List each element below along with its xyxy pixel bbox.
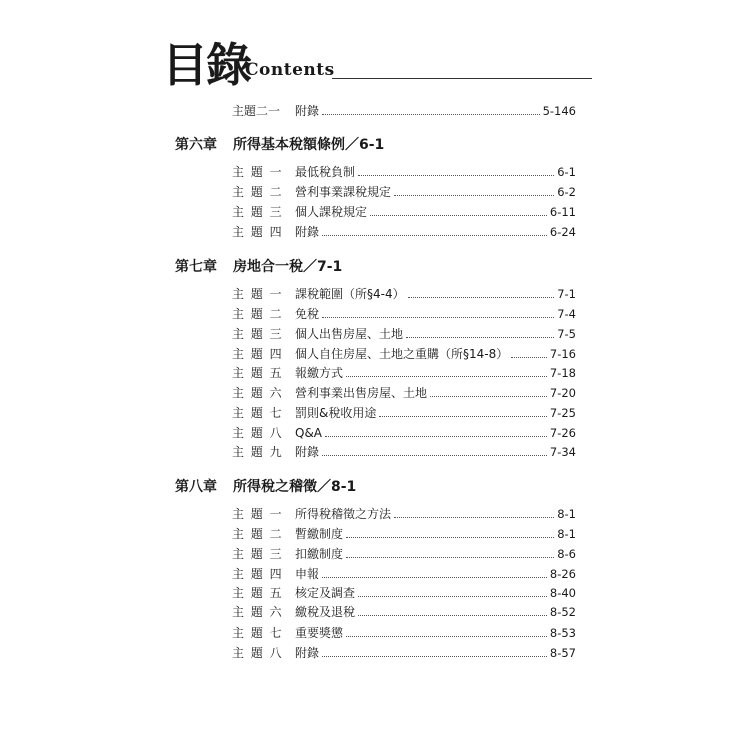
entry-topic-label: 主 題 三 (232, 547, 284, 561)
header-rule (332, 78, 592, 79)
toc-entry[interactable] (232, 584, 576, 602)
entry-page-number: 8-1 (557, 507, 576, 521)
dot-leader (322, 655, 547, 657)
toc-title: 目錄 (162, 38, 250, 92)
toc-entry[interactable] (232, 163, 576, 181)
dot-leader (322, 113, 540, 115)
entry-topic-label: 主 題 一 (232, 165, 284, 179)
toc-entry[interactable] (232, 565, 576, 583)
entry-title: 核定及調查 (295, 586, 356, 600)
toc-entry[interactable] (232, 183, 576, 201)
dot-leader (346, 536, 554, 538)
entry-topic-label: 主 題 四 (232, 347, 284, 361)
toc-entry[interactable] (232, 644, 576, 662)
dot-leader (322, 316, 554, 318)
chapter-label: 第八章 (175, 479, 217, 495)
entry-topic-label: 主 題 一 (232, 507, 284, 521)
entry-topic-label: 主 題 七 (232, 406, 284, 420)
entry-page-number: 6-1 (557, 165, 576, 179)
entry-title: 個人課稅規定 (295, 205, 368, 219)
toc-entry[interactable] (232, 624, 576, 642)
entry-topic-label: 主 題 四 (232, 225, 284, 239)
entry-page-number: 8-52 (549, 605, 576, 619)
toc-header (162, 40, 592, 90)
entry-topic-label: 主 題 一 (232, 287, 284, 301)
entry-title: 申報 (295, 567, 320, 581)
entry-title: 免稅 (295, 307, 320, 321)
entry-title: 報繳方式 (295, 366, 344, 380)
dot-leader (346, 375, 547, 377)
entry-topic-label: 主 題 三 (232, 205, 284, 219)
toc-entry[interactable] (232, 364, 576, 382)
entry-page-number: 6-11 (549, 205, 576, 219)
toc-entry[interactable] (232, 325, 576, 343)
toc-entry[interactable] (232, 203, 576, 221)
entry-page-number: 7-5 (557, 327, 576, 341)
toc-entry[interactable] (232, 223, 576, 241)
toc-subtitle: Contents (245, 60, 335, 80)
entry-title: 重要獎懲 (295, 626, 344, 640)
dot-leader (322, 234, 547, 236)
entry-title: 罰則&稅收用途 (295, 406, 377, 420)
dot-leader (511, 356, 547, 358)
entry-title: 課稅範圍（所§4-4） (295, 287, 405, 301)
entry-topic-label: 主 題 六 (232, 605, 284, 619)
entry-page-number: 8-57 (549, 646, 576, 660)
toc-entry[interactable] (232, 102, 576, 120)
entry-page-number: 8-26 (549, 567, 576, 581)
entry-page-number: 7-16 (549, 347, 576, 361)
chapter-label: 第七章 (175, 259, 217, 275)
entry-page-number: 6-24 (549, 225, 576, 239)
entry-topic-label: 主 題 二 (232, 307, 284, 321)
dot-leader (394, 516, 554, 518)
entry-title: 暫繳制度 (295, 527, 344, 541)
entry-page-number: 8-1 (557, 527, 576, 541)
dot-leader (322, 576, 547, 578)
entry-topic-label: 主 題 五 (232, 586, 284, 600)
toc-entry[interactable] (232, 525, 576, 543)
entry-page-number: 7-34 (549, 445, 576, 459)
entry-topic-label: 主 題 四 (232, 567, 284, 581)
entry-page-number: 7-1 (557, 287, 576, 301)
dot-leader (358, 595, 547, 597)
dot-leader (394, 194, 554, 196)
entry-topic-label: 主 題 二 (232, 527, 284, 541)
chapter-heading[interactable] (175, 135, 384, 155)
dot-leader (379, 415, 547, 417)
entry-title: 最低稅負制 (295, 165, 356, 179)
toc-entry[interactable] (232, 443, 576, 461)
dot-leader (322, 454, 547, 456)
toc-entry[interactable] (232, 505, 576, 523)
dot-leader (358, 174, 554, 176)
chapter-heading[interactable] (175, 477, 356, 497)
dot-leader (406, 336, 554, 338)
entry-topic-label: 主 題 三 (232, 327, 284, 341)
dot-leader (370, 214, 547, 216)
dot-leader (346, 635, 547, 637)
dot-leader (358, 614, 547, 616)
entry-page-number: 6-2 (557, 185, 576, 199)
entry-topic-label: 主題二一 (232, 104, 281, 118)
entry-title: 附錄 (295, 445, 320, 459)
toc-entry[interactable] (232, 545, 576, 563)
toc-entry[interactable] (232, 603, 576, 621)
entry-topic-label: 主 題 九 (232, 445, 284, 459)
entry-topic-label: 主 題 七 (232, 626, 284, 640)
entry-page-number: 7-25 (549, 406, 576, 420)
toc-entry[interactable] (232, 384, 576, 402)
entry-title: 附錄 (295, 104, 320, 118)
entry-topic-label: 主 題 八 (232, 646, 284, 660)
dot-leader (325, 435, 547, 437)
entry-page-number: 8-40 (549, 586, 576, 600)
entry-page-number: 7-20 (549, 386, 576, 400)
entry-title: 繳稅及退稅 (295, 605, 356, 619)
entry-title: 附錄 (295, 646, 320, 660)
toc-entry[interactable] (232, 404, 576, 422)
chapter-title: 所得稅之稽徵／8-1 (233, 479, 357, 495)
entry-page-number: 7-4 (557, 307, 576, 321)
entry-page-number: 7-26 (549, 426, 576, 440)
entry-title: 個人出售房屋、土地 (295, 327, 404, 341)
entry-title: 扣繳制度 (295, 547, 344, 561)
toc-entry[interactable] (232, 285, 576, 303)
entry-page-number: 5-146 (542, 104, 576, 118)
entry-title: 營利事業課稅規定 (295, 185, 392, 199)
entry-title: Q&A (295, 426, 323, 440)
chapter-title: 房地合一稅／7-1 (233, 259, 343, 275)
entry-title: 附錄 (295, 225, 320, 239)
chapter-label: 第六章 (175, 137, 217, 153)
toc-entry[interactable] (232, 305, 576, 323)
dot-leader (346, 556, 554, 558)
entry-title: 所得稅稽徵之方法 (295, 507, 392, 521)
chapter-heading[interactable] (175, 257, 342, 277)
entry-page-number: 8-6 (557, 547, 576, 561)
dot-leader (408, 296, 555, 298)
dot-leader (430, 395, 547, 397)
chapter-title: 所得基本稅額條例／6-1 (233, 137, 385, 153)
toc-entry[interactable] (232, 424, 576, 442)
toc-entry[interactable] (232, 345, 576, 363)
entry-topic-label: 主 題 六 (232, 386, 284, 400)
entry-title: 營利事業出售房屋、土地 (295, 386, 428, 400)
entry-topic-label: 主 題 二 (232, 185, 284, 199)
entry-page-number: 7-18 (549, 366, 576, 380)
entry-title: 個人自住房屋、土地之重購（所§14-8） (295, 347, 509, 361)
entry-topic-label: 主 題 八 (232, 426, 284, 440)
entry-topic-label: 主 題 五 (232, 366, 284, 380)
entry-page-number: 8-53 (549, 626, 576, 640)
